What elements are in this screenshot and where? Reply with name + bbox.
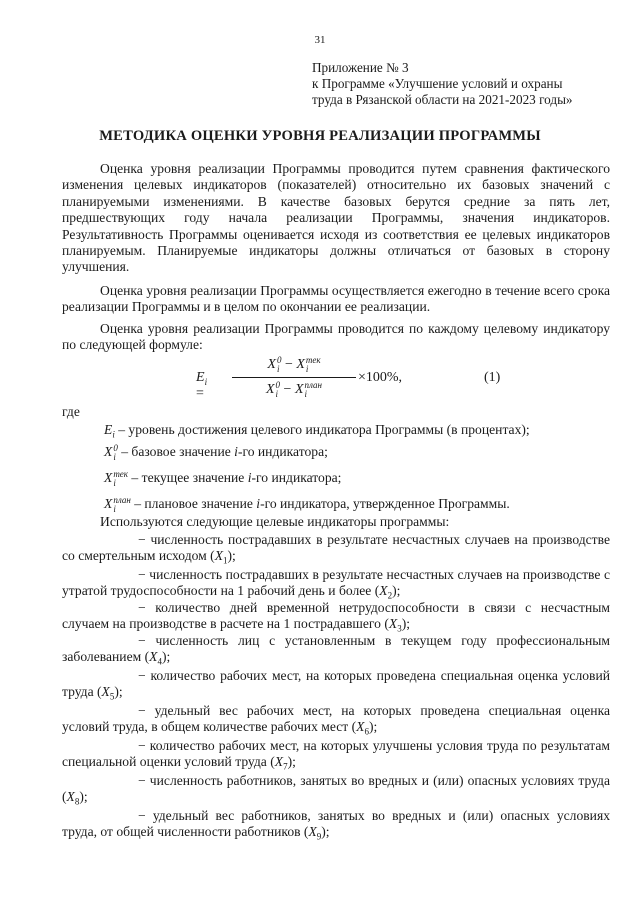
formula-denominator: X0 i − Xплан i [265, 380, 323, 399]
appendix-header [312, 60, 573, 108]
appendix-line-2: к Программе «Улучшение условий и охраны [312, 76, 563, 91]
formula-fraction [232, 356, 356, 399]
definition-base: X0 i – базовое значение i-го индикатора; [104, 443, 328, 462]
definition-current: Xтек i – текущее значение i-го индикатора; [104, 469, 342, 488]
page-title: МЕТОДИКА ОЦЕНКИ УРОВНЯ РЕАЛИЗАЦИИ ПРОГРАММЫ [99, 128, 541, 144]
list-item: − удельный вес работников, занятых во вредных и (или) опасных условиях труда, от общей численности работников $(X_9)$; [62, 808, 610, 843]
list-item: − численность лиц с установленным в текущем году профессиональным заболеванием $(X_4)$; [62, 633, 610, 668]
formula-lhs: $E_i$ = [196, 370, 208, 401]
where-label: где [62, 404, 80, 419]
paragraph-formula-intro: Оценка уровня реализации Программы проводится по каждому целевому индикатору по следующей формуле: [62, 321, 610, 353]
list-item: − количество рабочих мест, на которых проведена специальная оценка условий труда $(X_5)$; [62, 668, 611, 703]
formula-multiplier: ×100%, [358, 370, 403, 385]
formula-numerator: X0 i − Xтек i [232, 356, 356, 378]
list-item: − количество рабочих мест, на которых улучшены условия труда по результатам специальной оценки условий труда $(X_7)$; [62, 738, 610, 773]
list-item: − численность работников, занятых во вредных и (или) опасных условиях труда $(X_8)$; [62, 773, 610, 808]
appendix-line-3: труда в Рязанской области на 2021-2023 годы» [312, 92, 573, 107]
list-item: − удельный вес рабочих мест, на которых проведена специальная оценка условий труда, в общем количестве рабочих мест $(X_6)$; [62, 703, 610, 738]
appendix-line-1: Приложение № 3 [312, 60, 409, 75]
indicators-intro: Используются следующие целевые индикаторы программы: [100, 514, 450, 529]
definition-e: $E_i$ – уровень достижения целевого индикатора Программы (в процентах); [104, 422, 530, 440]
list-item: − количество дней временной нетрудоспособности в связи с несчастным случаем на производстве в расчете на 1 пострадавшего $(X_3)$; [62, 600, 611, 635]
list-item: − численность пострадавших в результате несчастных случаев на производстве со смертельным исходом $(X_1)$; [62, 532, 610, 567]
list-item: − численность пострадавших в результате несчастных случаев на производстве с утратой трудоспособности на 1 рабочий день и более $(X_2)$; [62, 567, 610, 602]
page-number: 31 [314, 34, 326, 46]
definition-plan: Xплан i – плановое значение i-го индикатора, утвержденное Программы. [104, 495, 510, 514]
formula-number: (1) [484, 370, 501, 385]
paragraph-intro: Оценка уровня реализации Программы проводится путем сравнения фактического изменения целевых индикаторов (показателей) относительно их базовых значений с планируемыми изменениями. В качестве базовых берутся средние за пять лет, предшествующих году начала реализации Программы, значения индикаторов. Результативность Программы оценивается исходя из соответствия ее целевых индикаторов планируемым. Планируемые индикаторы должны отличаться от базовых в сторону улучшения. [62, 161, 610, 275]
paragraph-frequency: Оценка уровня реализации Программы осуществляется ежегодно в течение всего срока реализации Программы и в целом по окончании ее реализации. [62, 283, 610, 315]
